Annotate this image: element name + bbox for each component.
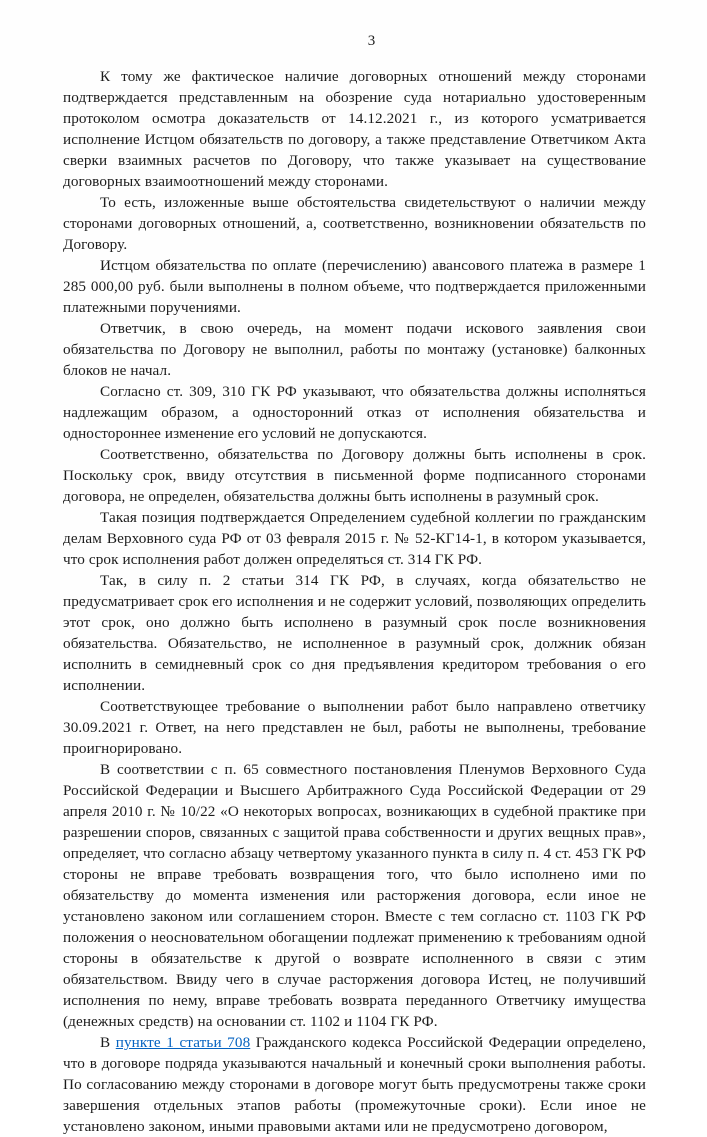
paragraph-conclusion-relations: То есть, изложенные выше обстоятельства свидетельствуют о наличии между сторонами договорных отношений, а, соответственно, возникновении обязательств по Договору.: [63, 194, 646, 253]
document-body: [63, 66, 646, 1137]
paragraph-contract-relations: К тому же фактическое наличие договорных отношений между сторонами подтверждается представленным на обозрение суда нотариально удостоверенным протоколом осмотра доказательств от 14.12.2021 г., из которого усматривается исполнение Истцом обязательств по договору, а также представление Ответчиком Акта сверки взаимных расчетов по Договору, что также указывает на существование договорных взаимоотношений между сторонами.: [63, 68, 646, 190]
paragraph-art-708-suffix: Гражданского кодекса Российской Федерации определено, что в договоре подряда указываются начальный и конечный сроки выполнения работы. По согласованию между сторонами в договоре могут быть предусмотрены также сроки завершения отдельных этапов работы (промежуточные сроки). Если иное не установлено законом, иными правовыми актами или не предусмотрено договором,: [63, 1034, 646, 1135]
paragraph-art-708: [63, 1032, 646, 1137]
paragraph-art-708-prefix: В: [100, 1034, 116, 1051]
paragraph-plenum-10-22: В соответствии с п. 65 совместного постановления Пленумов Верховного Суда Российской Федерации и Высшего Арбитражного Суда Российской Федерации от 29 апреля 2010 г. № 10/22 «О некоторых вопросах, возникающих в судебной практике при разрешении споров, связанных с защитой права собственности и других вещных прав», определяет, что согласно абзацу четвертому указанного пункта в силу п. 4 ст. 453 ГК РФ стороны не вправе требовать возвращения того, что было исполнено ими по обязательству до момента изменения или расторжения договора, если иное не установлено законом или соглашением сторон. Вместе с тем согласно ст. 1103 ГК РФ положения о неосновательном обогащении подлежат применению к требованиям одной стороны в обязательстве к другой о возврате исполненного в связи с этим обязательством. Ввиду чего в случае расторжения договора Истец, не получивший исполнения по нему, вправе требовать возврата переданного Ответчику имущества (денежных средств) на основании ст. 1102 и 1104 ГК РФ.: [63, 761, 646, 1030]
paragraph-art-309-310: Согласно ст. 309, 310 ГК РФ указывают, что обязательства должны исполняться надлежащим образом, а односторонний отказ от исполнения обязательства и одностороннее изменение его условий не допускаются.: [63, 383, 646, 442]
paragraph-supreme-court-ruling: Такая позиция подтверждается Определением судебной коллегии по гражданским делам Верховного суда РФ от 03 февраля 2015 г. № 52-КГ14-1, в котором указывается, что срок исполнения работ должен определяться ст. 314 ГК РФ.: [63, 509, 646, 568]
page-number: 3: [367, 33, 376, 49]
paragraph-advance-payment: Истцом обязательства по оплате (перечислению) авансового платежа в размере 1 285 000,00 руб. были выполнены в полном объеме, что подтверждается приложенными платежными поручениями.: [63, 257, 646, 316]
paragraph-art-314: Так, в силу п. 2 статьи 314 ГК РФ, в случаях, когда обязательство не предусматривает срок его исполнения и не содержит условий, позволяющих определить этот срок, оно должно быть исполнено в разумный срок после возникновения обязательства. Обязательство, не исполненное в разумный срок, должник обязан исполнить в семидневный срок со дня предъявления кредитором требования о его исполнении.: [63, 572, 646, 694]
paragraph-demand-ignored: Соответствующее требование о выполнении работ было направлено ответчику 30.09.2021 г. Ответ, на него представлен не был, работы не выполнены, требование проигнорировано.: [63, 698, 646, 757]
paragraph-defendant-default: Ответчик, в свою очередь, на момент подачи искового заявления свои обязательства по Договору не выполнил, работы по монтажу (установке) балконных блоков не начал.: [63, 320, 646, 379]
paragraph-reasonable-term: Соответственно, обязательства по Договору должны быть исполнены в срок. Поскольку срок, ввиду отсутствия в письменной форме подписанного сторонами договора, не определен, обязательства должны быть исполнены в разумный срок.: [63, 446, 646, 505]
statute-link-art-708[interactable]: пункте 1 статьи 708: [115, 1034, 251, 1051]
